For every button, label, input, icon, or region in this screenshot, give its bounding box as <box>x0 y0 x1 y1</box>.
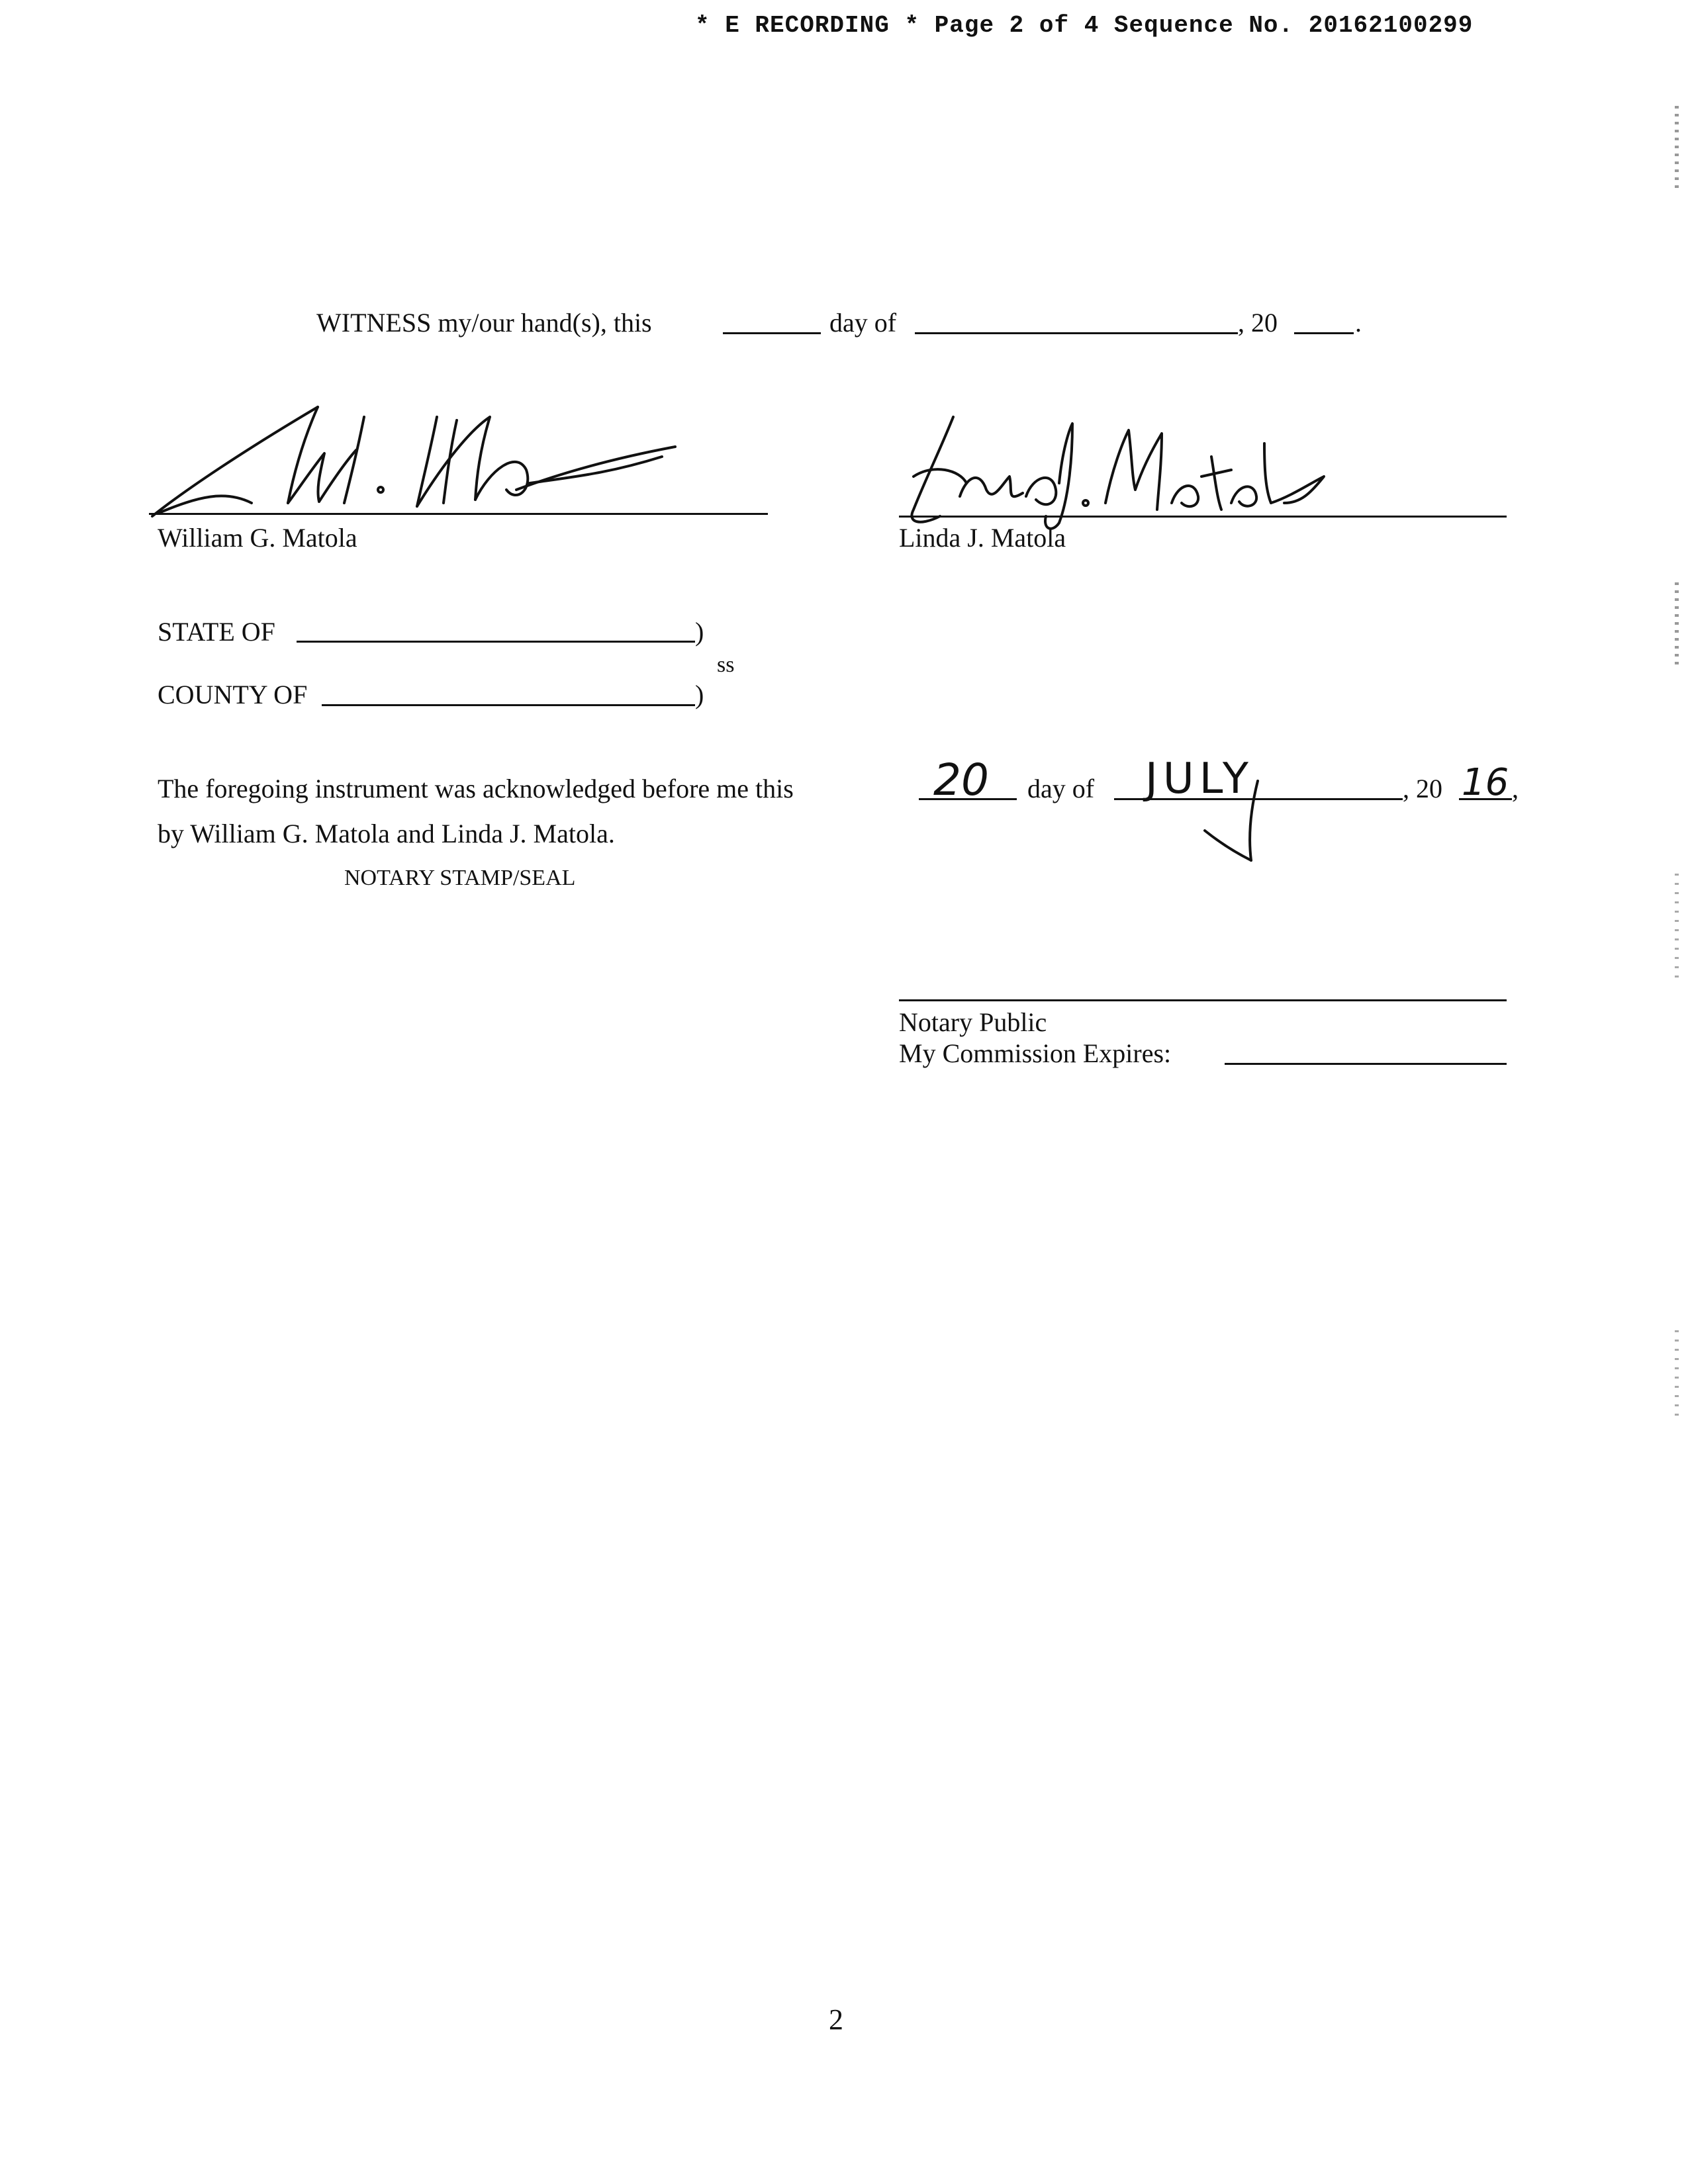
county-of-paren: ) <box>695 680 704 709</box>
county-of-label: COUNTY OF <box>158 680 308 709</box>
ack-by-line: by William G. Matola and Linda J. Matola. <box>158 819 615 848</box>
ack-day-handwritten: 20 <box>933 754 989 805</box>
page-number: 2 <box>829 2003 843 2036</box>
state-of-blank <box>297 641 695 643</box>
witness-intro: WITNESS my/our hand(s), this <box>316 308 652 338</box>
scan-artifact <box>1675 874 1679 979</box>
ack-lead: The foregoing instrument was acknowledged before me this <box>158 774 794 803</box>
ss-label: ss <box>717 653 735 677</box>
ack-year-handwritten: 16 <box>1462 761 1509 804</box>
witness-day-blank <box>723 332 821 334</box>
signature-line-william <box>149 513 768 515</box>
county-of-blank <box>322 704 695 706</box>
ack-trailing-comma: , <box>1512 774 1519 803</box>
scan-artifact <box>1675 106 1679 192</box>
notary-stamp-label: NOTARY STAMP/SEAL <box>344 866 576 890</box>
signer-name-william: William G. Matola <box>158 523 357 553</box>
notary-public-label: Notary Public <box>899 1007 1047 1037</box>
scan-artifact <box>1675 582 1679 668</box>
witness-month-blank <box>915 332 1238 334</box>
scan-artifact <box>1675 1330 1679 1423</box>
witness-period: . <box>1355 308 1362 338</box>
signature-william <box>146 390 741 523</box>
witness-year-prefix: , 20 <box>1238 308 1278 338</box>
witness-year-blank <box>1294 332 1354 334</box>
ack-month-handwritten: JULY <box>1145 754 1254 803</box>
notary-signature-line <box>899 999 1507 1001</box>
commission-expires-label: My Commission Expires: <box>899 1038 1172 1068</box>
signature-line-linda <box>899 516 1507 518</box>
ack-day-of: day of <box>1027 774 1095 803</box>
state-of-label: STATE OF <box>158 617 275 647</box>
signer-name-linda: Linda J. Matola <box>899 523 1066 553</box>
ack-year-prefix: , 20 <box>1403 774 1442 803</box>
recording-header: * E RECORDING * Page 2 of 4 Sequence No. 20162100299 <box>695 12 1474 39</box>
commission-expires-blank <box>1225 1063 1507 1065</box>
witness-day-of: day of <box>829 308 897 338</box>
state-of-paren: ) <box>695 617 704 647</box>
ack-month-flourish <box>1185 774 1278 867</box>
